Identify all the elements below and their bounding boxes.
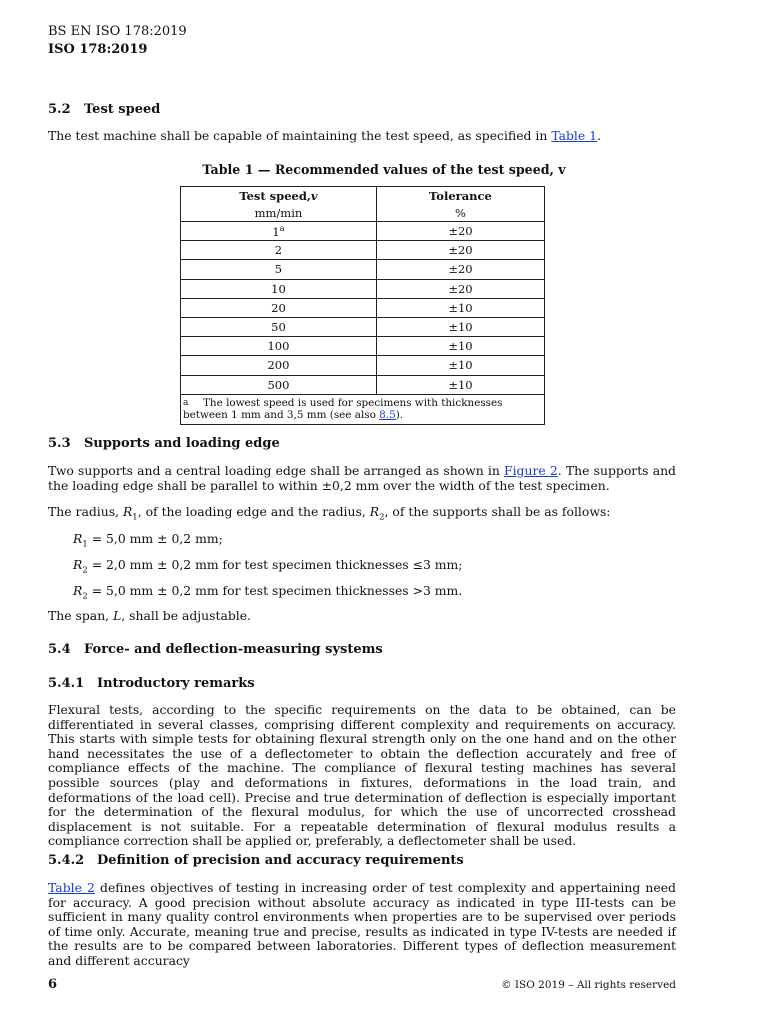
footnote-text: The lowest speed is used for specimens with thicknesses between 1 mm and 3,5 mm (see also [183,396,503,422]
table-row [181,241,545,260]
tolerance-cell: ±10 [376,337,544,356]
text-run: defines objectives of testing in increasing order of test complexity and appertaining need for accuracy. A good precision without absolute accuracy as indicated in type III-tests can be sufficient in many quality control environments when properties are to be supervised over periods of time only. Accurate, meaning true and precise, results as indicated in type IV-tests are needed if the results are to be compared between laboratories. Different types of deflection measurement and different accuracy [48,880,676,968]
table-row [181,356,545,375]
speed-cell: 50 [181,317,377,336]
section-number: 5.4 [48,642,71,657]
clause-8-5-link[interactable]: 8.5 [379,409,396,422]
speed-cell: 1$^a$ [181,222,377,241]
header-standard-iso: ISO 178:2019 [48,42,148,57]
footnote-mark: a [183,397,189,408]
page-number: 6 [48,977,58,992]
section-title: Test speed [84,102,161,117]
section-5-4-1-heading [48,676,255,691]
header-variable: v [310,188,318,203]
section-title: Supports and loading edge [84,436,280,451]
text-run: Two supports and a central loading edge shall be arranged as shown in [48,463,504,478]
section-number: 5.3 [48,436,71,451]
table-2-link[interactable]: Table 2 [48,880,95,895]
section-5-2-heading [48,102,160,117]
tolerance-cell: ±10 [376,317,544,336]
section-5-4-2-text [48,881,676,969]
table-row [181,317,545,336]
section-number: 5.4.1 [48,676,85,691]
table-row [181,222,545,241]
speed-cell: 10 [181,279,377,298]
table-row [181,260,545,279]
unit-speed: mm/min [181,204,377,222]
text-run: . [597,128,602,143]
tolerance-cell: ±20 [376,222,544,241]
footnote-reference: a [279,223,285,233]
tolerance-cell: ±10 [376,298,544,317]
text-run: . The supports and the loading edge shall be parallel to within ±0,2 mm over the width of the test specimen. [48,463,676,493]
table-row [181,298,545,317]
speed-cell: 5 [181,260,377,279]
figure-2-link[interactable]: Figure 2 [504,463,558,478]
section-5-2-text [48,129,676,144]
section-5-4-1-text: Flexural tests, according to the specific requirements on the data to be obtained, can be differentiated in several classes, comprising different complexity and requirements on accuracy. This starts with simple tests for obtaining flexural strength only on the one hand and on the other hand necessitates the use of a deflectometer to obtain the deflection accurately and free of compliance effects of the machine. The compliance of flexural testing machines has several possible sources (play and deformations in fixtures, deformations in the load train, and deformations of the load cell). Precise and true determination of deflection is especially important for the determination of the flexural modulus, for which the use of uncorrected crosshead displacement is not suitable. For a repeatable determination of flexural modulus results a compliance correction shall be applied or, preferably, a deflectometer shall be used. [48,702,676,849]
speed-cell: 20 [181,298,377,317]
spec-text: = 2,0 mm ± 0,2 mm for test specimen thicknesses ≤3 mm; [91,557,463,572]
text-run: The test machine shall be capable of maintaining the test speed, as specified in [48,128,552,143]
column-header-tolerance: Tolerance [376,187,544,205]
speed-cell: 200 [181,356,377,375]
table-row [181,337,545,356]
speed-cell: 2 [181,241,377,260]
section-5-3-para-1 [48,464,676,493]
copyright-notice: © ISO 2019 – All rights reserved [501,979,676,991]
spec-text: = 5,0 mm ± 0,2 mm for test specimen thicknesses >3 mm. [91,583,463,598]
spec-text: = 5,0 mm ± 0,2 mm; [91,531,223,546]
span-adjustable-text: The span, L, shall be adjustable. [48,608,251,623]
section-5-3-para-2: The radius, $R_1$, of the loading edge and the radius, $R_2$, of the supports shall be as follows: [48,504,611,523]
section-title: Definition of precision and accuracy requirements [97,853,464,868]
table-1-link[interactable]: Table 1 [551,128,598,143]
header-standard-bs: BS EN ISO 178:2019 [48,24,187,39]
tolerance-cell: ±10 [376,356,544,375]
header-text: Test speed, [239,188,311,203]
tolerance-cell: ±20 [376,241,544,260]
column-header-speed [181,187,377,205]
unit-tolerance: % [376,204,544,222]
speed-cell: 500 [181,375,377,394]
table-1-caption: Table 1 — Recommended values of the test speed, v [202,162,566,177]
tolerance-cell: ±20 [376,260,544,279]
table-row [181,279,545,298]
section-title: Force- and deflection-measuring systems [84,642,383,657]
speed-cell: 100 [181,337,377,356]
section-5-3-heading [48,436,280,451]
radius-r2-thick-spec: $R_2 = 5,0$ mm ± 0,2 mm for test specimen thicknesses >3 mm. [73,583,463,602]
section-number: 5.4.2 [48,853,85,868]
section-number: 5.2 [48,102,71,117]
table-row [181,375,545,394]
table-1 [180,186,545,425]
tolerance-cell: ±20 [376,279,544,298]
table-footnote [181,394,545,424]
tolerance-cell: ±10 [376,375,544,394]
section-5-4-heading [48,642,383,657]
section-title: Introductory remarks [97,676,255,691]
radius-r2-thin-spec: $R_2 = 2,0$ mm ± 0,2 mm for test specimen thicknesses ≤3 mm; [73,557,463,576]
footnote-end: ). [395,409,404,422]
section-5-4-2-heading [48,853,464,868]
radius-r1-spec: $R_1 = 5,0$ mm ± 0,2 mm; [73,531,223,550]
